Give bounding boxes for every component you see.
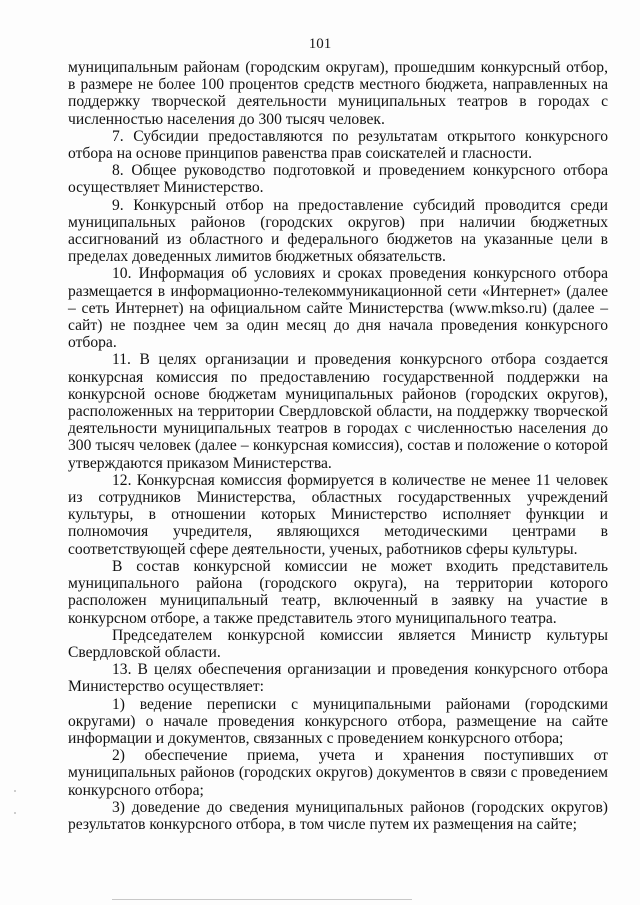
- paragraph-subitem-1: 1) ведение переписки с муниципальными районами (городскими округами) о начале проведения конкурсного отбора, размещение на сайте информации и документов, связанных с проведением конкурсного отбора;: [68, 695, 608, 747]
- paragraph-continuation: муниципальным районам (городским округам), прошедшим конкурсный отбор, в размере не более 100 процентов средств местного бюджета, направленных на поддержку творческой деятельности муниципальных театров в городах с численностью населения до 300 тысяч человек.: [68, 59, 608, 128]
- paragraph-subitem-2: 2) обеспечение приема, учета и хранения поступивших от муниципальных районов (городских округов) документов в связи с проведением конкурсного отбора;: [68, 747, 608, 799]
- paragraph-item-13: 13. В целях обеспечения организации и проведения конкурсного отбора Министерство осуществляет:: [68, 661, 608, 696]
- paragraph-item-8: 8. Общее руководство подготовкой и проведением конкурсного отбора осуществляет Министерство.: [68, 162, 608, 197]
- paragraph-commission-chair: Председателем конкурсной комиссии является Министр культуры Свердловской области.: [68, 626, 608, 661]
- page-bottom-edge: [112, 899, 412, 900]
- paragraph-item-12: 12. Конкурсная комиссия формируется в количестве не менее 11 человек из сотрудников Министерства, областных государственных учреждений культуры, в отношении которых Министерство исполняет функции и полномочия учредителя, являющихся методическими центрами в соответствующей сфере деятельности, ученых, работников сферы культуры.: [68, 471, 608, 558]
- paragraph-subitem-3: 3) доведение до сведения муниципальных районов (городских округов) результатов конкурсного отбора, в том числе путем их размещения на сайте;: [68, 798, 608, 833]
- document-body: [68, 59, 608, 833]
- paragraph-item-9: 9. Конкурсный отбор на предоставление субсидий проводится среди муниципальных районов (городских округов) при наличии бюджетных ассигнований из областного и федерального бюджетов на указанные цели в пределах доведенных лимитов бюджетных обязательств.: [68, 196, 608, 266]
- paragraph-commission-exclusion: В состав конкурсной комиссии не может входить представитель муниципального района (городского округа), на территории которого расположен муниципальный театр, включенный в заявку на участие в конкурсном отборе, а также представитель этого муниципального театра.: [68, 557, 608, 627]
- page-number: 101: [308, 36, 332, 52]
- scan-artifact: [14, 812, 16, 814]
- paragraph-item-7: 7. Субсидии предоставляются по результатам открытого конкурсного отбора на основе принципов равенства прав соискателей и гласности.: [68, 127, 608, 163]
- paragraph-item-11: 11. В целях организации и проведения конкурсного отбора создается конкурсная комиссия по предоставлению государственной поддержки на конкурсной основе бюджетам муниципальных районов (городских округов), расположенных на территории Свердловской области, на поддержку творческой деятельности муниципальных театров в городах с численностью населения до 300 тысяч человек (далее – конкурсная комиссия), состав и положение о которой утверждаются приказом Министерства.: [68, 351, 608, 472]
- paragraph-item-10: 10. Информация об условиях и сроках проведения конкурсного отбора размещается в информационно-телекоммуникационной сети «Интернет» (далее – сеть Интернет) на официальном сайте Министерства (www.mkso.ru) (далее – сайт) не позднее чем за один месяц до дня начала проведения конкурсного отбора.: [68, 265, 608, 352]
- scan-artifact: [14, 790, 16, 792]
